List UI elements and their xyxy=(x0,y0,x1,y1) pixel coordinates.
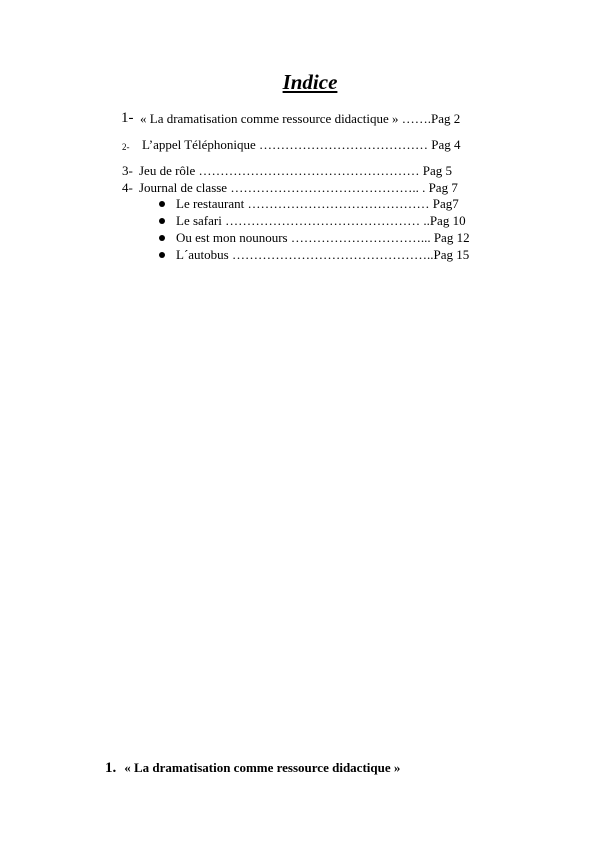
toc-entry-number: 4- xyxy=(122,180,133,195)
bullet-icon xyxy=(159,201,165,207)
toc-entry-text: Jeu de rôle …………………………………………… Pag 5 xyxy=(139,163,453,178)
toc-entry-number: 2- xyxy=(122,142,130,152)
bullet-icon xyxy=(159,218,165,224)
toc-entry-text: Journal de classe …………………………………….. . Pag 7 xyxy=(139,180,458,195)
bullet-icon xyxy=(159,235,165,241)
section-title: « La dramatisation comme ressource didactique » xyxy=(124,760,401,775)
toc-title: Indice xyxy=(282,70,338,94)
toc-entry-text: L’appel Téléphonique ………………………………… Pag 4 xyxy=(142,137,461,152)
bullet-icon xyxy=(159,252,165,258)
toc-entry-text: « La dramatisation comme ressource didactique » …….Pag 2 xyxy=(140,111,461,126)
section-heading xyxy=(105,759,400,777)
toc-subentry-text: Le restaurant …………………………………… Pag7 xyxy=(176,196,459,211)
section-number: 1. xyxy=(105,760,117,776)
toc-subentry-text: Le safari ……………………………………… ..Pag 10 xyxy=(176,213,466,228)
toc-entry-number: 1- xyxy=(121,110,134,126)
toc-entry-number: 3- xyxy=(122,163,133,178)
toc-subentry-text: Ou est mon nounours …………………………... Pag 12 xyxy=(176,230,470,245)
toc-subentry-text: L´autobus ………………………………………..Pag 15 xyxy=(176,247,470,262)
